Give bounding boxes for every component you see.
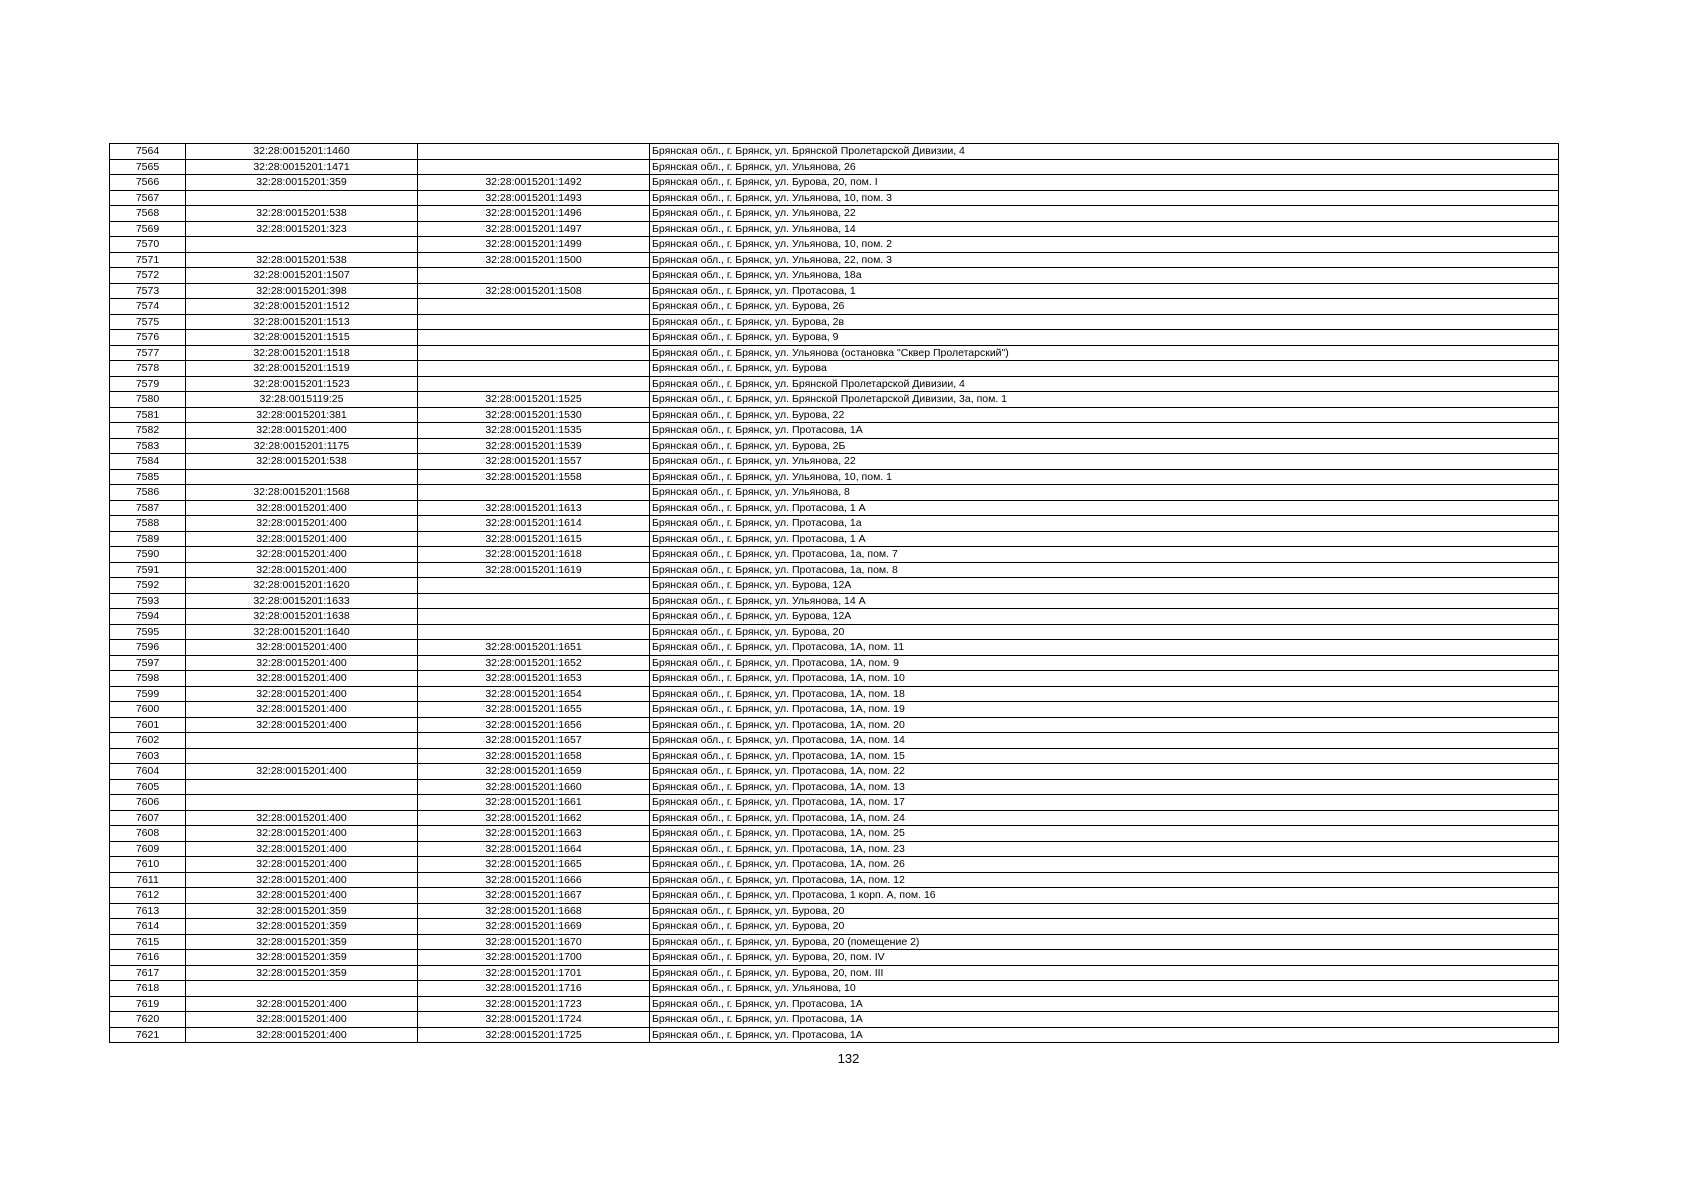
address-cell: Брянская обл., г. Брянск, ул. Бурова, 20, пом. IV — [650, 950, 1559, 966]
address-cell: Брянская обл., г. Брянск, ул. Протасова, 1а, пом. 8 — [650, 562, 1559, 578]
premises-cadastral-number-cell: 32:28:0015201:1652 — [418, 655, 650, 671]
cadastral-number-cell: 32:28:0015201:1515 — [186, 330, 418, 346]
table-row — [110, 1012, 1559, 1028]
premises-cadastral-number-cell: 32:28:0015201:1723 — [418, 996, 650, 1012]
address-cell: Брянская обл., г. Брянск, ул. Ульянова, 22, пом. 3 — [650, 252, 1559, 268]
table-row — [110, 872, 1559, 888]
row-number-cell: 7619 — [110, 996, 186, 1012]
premises-cadastral-number-cell: 32:28:0015201:1558 — [418, 469, 650, 485]
cadastral-number-cell: 32:28:0015201:538 — [186, 252, 418, 268]
cadastral-number-cell: 32:28:0015201:1620 — [186, 578, 418, 594]
cadastral-number-cell: 32:28:0015201:359 — [186, 903, 418, 919]
table-row — [110, 810, 1559, 826]
premises-cadastral-number-cell: 32:28:0015201:1530 — [418, 407, 650, 423]
cadastral-number-cell: 32:28:0015201:359 — [186, 919, 418, 935]
row-number-cell: 7610 — [110, 857, 186, 873]
table-row — [110, 624, 1559, 640]
premises-cadastral-number-cell: 32:28:0015201:1499 — [418, 237, 650, 253]
row-number-cell: 7621 — [110, 1027, 186, 1043]
table-row — [110, 686, 1559, 702]
row-number-cell: 7611 — [110, 872, 186, 888]
cadastral-number-cell — [186, 237, 418, 253]
table-row — [110, 965, 1559, 981]
premises-cadastral-number-cell: 32:28:0015201:1614 — [418, 516, 650, 532]
cadastral-number-cell: 32:28:0015201:1633 — [186, 593, 418, 609]
premises-cadastral-number-cell: 32:28:0015201:1658 — [418, 748, 650, 764]
address-cell: Брянская обл., г. Брянск, ул. Протасова, 1А — [650, 423, 1559, 439]
row-number-cell: 7592 — [110, 578, 186, 594]
row-number-cell: 7577 — [110, 345, 186, 361]
row-number-cell: 7608 — [110, 826, 186, 842]
table-row — [110, 671, 1559, 687]
premises-cadastral-number-cell — [418, 345, 650, 361]
cadastral-number-cell: 32:28:0015201:400 — [186, 640, 418, 656]
address-cell: Брянская обл., г. Брянск, ул. Протасова, 1А, пом. 10 — [650, 671, 1559, 687]
address-cell: Брянская обл., г. Брянск, ул. Бурова — [650, 361, 1559, 377]
table-row — [110, 950, 1559, 966]
cadastral-number-cell: 32:28:0015201:1460 — [186, 144, 418, 160]
cadastral-number-cell: 32:28:0015201:359 — [186, 965, 418, 981]
table-row — [110, 702, 1559, 718]
table-row — [110, 221, 1559, 237]
address-cell: Брянская обл., г. Брянск, ул. Брянской Пролетарской Дивизии, 4 — [650, 144, 1559, 160]
cadastral-number-cell: 32:28:0015201:400 — [186, 888, 418, 904]
cadastral-number-cell: 32:28:0015201:400 — [186, 1012, 418, 1028]
cadastral-number-cell: 32:28:0015201:400 — [186, 686, 418, 702]
premises-cadastral-number-cell: 32:28:0015201:1497 — [418, 221, 650, 237]
table-row — [110, 330, 1559, 346]
cadastral-number-cell: 32:28:0015201:400 — [186, 547, 418, 563]
row-number-cell: 7617 — [110, 965, 186, 981]
table-row — [110, 593, 1559, 609]
table-row — [110, 531, 1559, 547]
cadastral-number-cell: 32:28:0015201:400 — [186, 764, 418, 780]
table-row — [110, 733, 1559, 749]
premises-cadastral-number-cell: 32:28:0015201:1700 — [418, 950, 650, 966]
row-number-cell: 7598 — [110, 671, 186, 687]
address-cell: Брянская обл., г. Брянск, ул. Бурова, 9 — [650, 330, 1559, 346]
cadastral-number-cell: 32:28:0015201:400 — [186, 1027, 418, 1043]
table-row — [110, 237, 1559, 253]
row-number-cell: 7572 — [110, 268, 186, 284]
row-number-cell: 7612 — [110, 888, 186, 904]
premises-cadastral-number-cell: 32:28:0015201:1653 — [418, 671, 650, 687]
row-number-cell: 7606 — [110, 795, 186, 811]
premises-cadastral-number-cell: 32:28:0015201:1557 — [418, 454, 650, 470]
row-number-cell: 7600 — [110, 702, 186, 718]
table-row — [110, 345, 1559, 361]
row-number-cell: 7585 — [110, 469, 186, 485]
premises-cadastral-number-cell: 32:28:0015201:1496 — [418, 206, 650, 222]
premises-cadastral-number-cell: 32:28:0015201:1661 — [418, 795, 650, 811]
row-number-cell: 7599 — [110, 686, 186, 702]
premises-cadastral-number-cell — [418, 376, 650, 392]
cadastral-number-cell: 32:28:0015201:1640 — [186, 624, 418, 640]
row-number-cell: 7580 — [110, 392, 186, 408]
address-cell: Брянская обл., г. Брянск, ул. Протасова, 1а, пом. 7 — [650, 547, 1559, 563]
address-cell: Брянская обл., г. Брянск, ул. Протасова, 1А, пом. 22 — [650, 764, 1559, 780]
row-number-cell: 7607 — [110, 810, 186, 826]
row-number-cell: 7614 — [110, 919, 186, 935]
premises-cadastral-number-cell — [418, 144, 650, 160]
page-number: 132 — [837, 1051, 860, 1066]
premises-cadastral-number-cell — [418, 578, 650, 594]
address-cell: Брянская обл., г. Брянск, ул. Ульянова, 10, пом. 3 — [650, 190, 1559, 206]
table-row — [110, 562, 1559, 578]
row-number-cell: 7575 — [110, 314, 186, 330]
address-cell: Брянская обл., г. Брянск, ул. Протасова, 1 А — [650, 500, 1559, 516]
cadastral-number-cell: 32:28:0015201:1638 — [186, 609, 418, 625]
address-cell: Брянская обл., г. Брянск, ул. Ульянова, 22 — [650, 206, 1559, 222]
table-row — [110, 144, 1559, 160]
row-number-cell: 7616 — [110, 950, 186, 966]
row-number-cell: 7596 — [110, 640, 186, 656]
table-row — [110, 888, 1559, 904]
address-cell: Брянская обл., г. Брянск, ул. Бурова, 2Б — [650, 438, 1559, 454]
row-number-cell: 7574 — [110, 299, 186, 315]
table-row — [110, 438, 1559, 454]
row-number-cell: 7579 — [110, 376, 186, 392]
cadastral-number-cell — [186, 779, 418, 795]
cadastral-number-cell: 32:28:0015201:359 — [186, 950, 418, 966]
cadastral-number-cell: 32:28:0015201:1513 — [186, 314, 418, 330]
row-number-cell: 7576 — [110, 330, 186, 346]
cadastral-number-cell: 32:28:0015201:1512 — [186, 299, 418, 315]
row-number-cell: 7618 — [110, 981, 186, 997]
address-cell: Брянская обл., г. Брянск, ул. Брянской Пролетарской Дивизии, 3а, пом. 1 — [650, 392, 1559, 408]
cadastral-number-cell: 32:28:0015201:1471 — [186, 159, 418, 175]
premises-cadastral-number-cell — [418, 624, 650, 640]
table-row — [110, 175, 1559, 191]
address-cell: Брянская обл., г. Брянск, ул. Протасова, 1А, пом. 18 — [650, 686, 1559, 702]
table-row — [110, 903, 1559, 919]
cadastral-number-cell: 32:28:0015201:400 — [186, 702, 418, 718]
row-number-cell: 7568 — [110, 206, 186, 222]
address-cell: Брянская обл., г. Брянск, ул. Протасова, 1 А — [650, 531, 1559, 547]
table-row — [110, 159, 1559, 175]
row-number-cell: 7582 — [110, 423, 186, 439]
table-row — [110, 469, 1559, 485]
table-row — [110, 764, 1559, 780]
premises-cadastral-number-cell: 32:28:0015201:1492 — [418, 175, 650, 191]
premises-cadastral-number-cell: 32:28:0015201:1500 — [418, 252, 650, 268]
address-cell: Брянская обл., г. Брянск, ул. Ульянова, 10, пом. 2 — [650, 237, 1559, 253]
address-cell: Брянская обл., г. Брянск, ул. Бурова, 20, пом. I — [650, 175, 1559, 191]
cadastral-number-cell: 32:28:0015201:359 — [186, 934, 418, 950]
address-cell: Брянская обл., г. Брянск, ул. Бурова, 20 — [650, 624, 1559, 640]
address-cell: Брянская обл., г. Брянск, ул. Протасова, 1А, пом. 25 — [650, 826, 1559, 842]
cadastral-number-cell: 32:28:0015119:25 — [186, 392, 418, 408]
table-row — [110, 299, 1559, 315]
premises-cadastral-number-cell: 32:28:0015201:1664 — [418, 841, 650, 857]
registry-table-body — [110, 144, 1559, 1043]
address-cell: Брянская обл., г. Брянск, ул. Протасова, 1А, пом. 19 — [650, 702, 1559, 718]
address-cell: Брянская обл., г. Брянск, ул. Брянской Пролетарской Дивизии, 4 — [650, 376, 1559, 392]
cadastral-number-cell: 32:28:0015201:400 — [186, 516, 418, 532]
row-number-cell: 7613 — [110, 903, 186, 919]
address-cell: Брянская обл., г. Брянск, ул. Ульянова, 22 — [650, 454, 1559, 470]
address-cell: Брянская обл., г. Брянск, ул. Бурова, 22 — [650, 407, 1559, 423]
premises-cadastral-number-cell: 32:28:0015201:1663 — [418, 826, 650, 842]
table-row — [110, 841, 1559, 857]
cadastral-number-cell: 32:28:0015201:359 — [186, 175, 418, 191]
cadastral-number-cell: 32:28:0015201:1518 — [186, 345, 418, 361]
cadastral-number-cell: 32:28:0015201:400 — [186, 826, 418, 842]
table-row — [110, 748, 1559, 764]
premises-cadastral-number-cell: 32:28:0015201:1618 — [418, 547, 650, 563]
row-number-cell: 7583 — [110, 438, 186, 454]
cadastral-number-cell — [186, 733, 418, 749]
cadastral-number-cell: 32:28:0015201:381 — [186, 407, 418, 423]
premises-cadastral-number-cell: 32:28:0015201:1535 — [418, 423, 650, 439]
table-row — [110, 609, 1559, 625]
table-row — [110, 361, 1559, 377]
row-number-cell: 7588 — [110, 516, 186, 532]
table-row — [110, 190, 1559, 206]
premises-cadastral-number-cell: 32:28:0015201:1659 — [418, 764, 650, 780]
address-cell: Брянская обл., г. Брянск, ул. Протасова, 1А, пом. 15 — [650, 748, 1559, 764]
table-row — [110, 283, 1559, 299]
table-row — [110, 1027, 1559, 1043]
address-cell: Брянская обл., г. Брянск, ул. Бурова, 20 (помещение 2) — [650, 934, 1559, 950]
premises-cadastral-number-cell: 32:28:0015201:1666 — [418, 872, 650, 888]
address-cell: Брянская обл., г. Брянск, ул. Протасова, 1А, пом. 20 — [650, 717, 1559, 733]
address-cell: Брянская обл., г. Брянск, ул. Бурова, 2в — [650, 314, 1559, 330]
row-number-cell: 7605 — [110, 779, 186, 795]
table-row — [110, 392, 1559, 408]
table-row — [110, 407, 1559, 423]
cadastral-number-cell: 32:28:0015201:538 — [186, 454, 418, 470]
address-cell: Брянская обл., г. Брянск, ул. Ульянова (остановка "Сквер Пролетарский") — [650, 345, 1559, 361]
table-row — [110, 795, 1559, 811]
premises-cadastral-number-cell: 32:28:0015201:1539 — [418, 438, 650, 454]
table-row — [110, 996, 1559, 1012]
address-cell: Брянская обл., г. Брянск, ул. Протасова, 1А — [650, 996, 1559, 1012]
cadastral-number-cell — [186, 190, 418, 206]
address-cell: Брянская обл., г. Брянск, ул. Бурова, 26 — [650, 299, 1559, 315]
row-number-cell: 7570 — [110, 237, 186, 253]
address-cell: Брянская обл., г. Брянск, ул. Протасова, 1А, пом. 14 — [650, 733, 1559, 749]
address-cell: Брянская обл., г. Брянск, ул. Ульянова, 10, пом. 1 — [650, 469, 1559, 485]
row-number-cell: 7615 — [110, 934, 186, 950]
address-cell: Брянская обл., г. Брянск, ул. Ульянова, 26 — [650, 159, 1559, 175]
table-row — [110, 578, 1559, 594]
premises-cadastral-number-cell: 32:28:0015201:1613 — [418, 500, 650, 516]
address-cell: Брянская обл., г. Брянск, ул. Бурова, 20, пом. III — [650, 965, 1559, 981]
premises-cadastral-number-cell — [418, 609, 650, 625]
premises-cadastral-number-cell: 32:28:0015201:1667 — [418, 888, 650, 904]
cadastral-number-cell: 32:28:0015201:1175 — [186, 438, 418, 454]
premises-cadastral-number-cell — [418, 485, 650, 501]
premises-cadastral-number-cell — [418, 361, 650, 377]
row-number-cell: 7602 — [110, 733, 186, 749]
premises-cadastral-number-cell: 32:28:0015201:1668 — [418, 903, 650, 919]
table-row — [110, 268, 1559, 284]
premises-cadastral-number-cell: 32:28:0015201:1654 — [418, 686, 650, 702]
address-cell: Брянская обл., г. Брянск, ул. Протасова, 1А — [650, 1027, 1559, 1043]
cadastral-number-cell: 32:28:0015201:1523 — [186, 376, 418, 392]
table-row — [110, 376, 1559, 392]
cadastral-number-cell — [186, 795, 418, 811]
premises-cadastral-number-cell: 32:28:0015201:1725 — [418, 1027, 650, 1043]
cadastral-number-cell: 32:28:0015201:400 — [186, 717, 418, 733]
cadastral-number-cell: 32:28:0015201:400 — [186, 857, 418, 873]
premises-cadastral-number-cell: 32:28:0015201:1656 — [418, 717, 650, 733]
row-number-cell: 7594 — [110, 609, 186, 625]
cadastral-number-cell: 32:28:0015201:1519 — [186, 361, 418, 377]
row-number-cell: 7569 — [110, 221, 186, 237]
premises-cadastral-number-cell: 32:28:0015201:1655 — [418, 702, 650, 718]
cadastral-number-cell: 32:28:0015201:538 — [186, 206, 418, 222]
address-cell: Брянская обл., г. Брянск, ул. Ульянова, 10 — [650, 981, 1559, 997]
premises-cadastral-number-cell — [418, 314, 650, 330]
premises-cadastral-number-cell: 32:28:0015201:1662 — [418, 810, 650, 826]
table-row — [110, 919, 1559, 935]
premises-cadastral-number-cell — [418, 268, 650, 284]
cadastral-number-cell — [186, 981, 418, 997]
cadastral-number-cell: 32:28:0015201:1507 — [186, 268, 418, 284]
address-cell: Брянская обл., г. Брянск, ул. Протасова, 1А, пом. 24 — [650, 810, 1559, 826]
address-cell: Брянская обл., г. Брянск, ул. Протасова, 1а — [650, 516, 1559, 532]
premises-cadastral-number-cell: 32:28:0015201:1615 — [418, 531, 650, 547]
table-row — [110, 779, 1559, 795]
row-number-cell: 7573 — [110, 283, 186, 299]
cadastral-number-cell: 32:28:0015201:400 — [186, 872, 418, 888]
cadastral-number-cell: 32:28:0015201:400 — [186, 531, 418, 547]
cadastral-number-cell: 32:28:0015201:323 — [186, 221, 418, 237]
cadastral-number-cell: 32:28:0015201:400 — [186, 655, 418, 671]
row-number-cell: 7603 — [110, 748, 186, 764]
cadastral-number-cell: 32:28:0015201:400 — [186, 423, 418, 439]
row-number-cell: 7601 — [110, 717, 186, 733]
row-number-cell: 7566 — [110, 175, 186, 191]
cadastral-number-cell — [186, 748, 418, 764]
premises-cadastral-number-cell — [418, 330, 650, 346]
premises-cadastral-number-cell — [418, 159, 650, 175]
table-row — [110, 640, 1559, 656]
row-number-cell: 7591 — [110, 562, 186, 578]
premises-cadastral-number-cell: 32:28:0015201:1619 — [418, 562, 650, 578]
address-cell: Брянская обл., г. Брянск, ул. Бурова, 20 — [650, 903, 1559, 919]
cadastral-number-cell: 32:28:0015201:400 — [186, 500, 418, 516]
address-cell: Брянская обл., г. Брянск, ул. Протасова, 1А — [650, 1012, 1559, 1028]
table-row — [110, 252, 1559, 268]
address-cell: Брянская обл., г. Брянск, ул. Ульянова, 14 — [650, 221, 1559, 237]
cadastral-number-cell — [186, 469, 418, 485]
address-cell: Брянская обл., г. Брянск, ул. Протасова, 1А, пом. 26 — [650, 857, 1559, 873]
cadastral-number-cell: 32:28:0015201:400 — [186, 996, 418, 1012]
premises-cadastral-number-cell: 32:28:0015201:1657 — [418, 733, 650, 749]
cadastral-number-cell: 32:28:0015201:400 — [186, 810, 418, 826]
row-number-cell: 7571 — [110, 252, 186, 268]
table-row — [110, 500, 1559, 516]
address-cell: Брянская обл., г. Брянск, ул. Бурова, 12А — [650, 578, 1559, 594]
address-cell: Брянская обл., г. Брянск, ул. Бурова, 20 — [650, 919, 1559, 935]
premises-cadastral-number-cell: 32:28:0015201:1716 — [418, 981, 650, 997]
premises-cadastral-number-cell: 32:28:0015201:1493 — [418, 190, 650, 206]
address-cell: Брянская обл., г. Брянск, ул. Протасова, 1А, пом. 23 — [650, 841, 1559, 857]
cadastral-number-cell: 32:28:0015201:398 — [186, 283, 418, 299]
table-row — [110, 516, 1559, 532]
row-number-cell: 7609 — [110, 841, 186, 857]
row-number-cell: 7590 — [110, 547, 186, 563]
table-row — [110, 314, 1559, 330]
address-cell: Брянская обл., г. Брянск, ул. Протасова, 1 — [650, 283, 1559, 299]
premises-cadastral-number-cell: 32:28:0015201:1651 — [418, 640, 650, 656]
row-number-cell: 7581 — [110, 407, 186, 423]
cadastral-number-cell: 32:28:0015201:400 — [186, 562, 418, 578]
row-number-cell: 7565 — [110, 159, 186, 175]
premises-cadastral-number-cell — [418, 299, 650, 315]
row-number-cell: 7604 — [110, 764, 186, 780]
address-cell: Брянская обл., г. Брянск, ул. Ульянова, 8 — [650, 485, 1559, 501]
address-cell: Брянская обл., г. Брянск, ул. Бурова, 12А — [650, 609, 1559, 625]
row-number-cell: 7586 — [110, 485, 186, 501]
table-row — [110, 857, 1559, 873]
row-number-cell: 7620 — [110, 1012, 186, 1028]
cadastral-number-cell: 32:28:0015201:400 — [186, 841, 418, 857]
premises-cadastral-number-cell — [418, 593, 650, 609]
row-number-cell: 7593 — [110, 593, 186, 609]
premises-cadastral-number-cell: 32:28:0015201:1669 — [418, 919, 650, 935]
premises-cadastral-number-cell: 32:28:0015201:1701 — [418, 965, 650, 981]
table-row — [110, 206, 1559, 222]
row-number-cell: 7597 — [110, 655, 186, 671]
row-number-cell: 7578 — [110, 361, 186, 377]
table-row — [110, 934, 1559, 950]
row-number-cell: 7567 — [110, 190, 186, 206]
row-number-cell: 7595 — [110, 624, 186, 640]
registry-table — [109, 143, 1559, 1043]
premises-cadastral-number-cell: 32:28:0015201:1508 — [418, 283, 650, 299]
address-cell: Брянская обл., г. Брянск, ул. Протасова, 1А, пом. 9 — [650, 655, 1559, 671]
table-row — [110, 717, 1559, 733]
table-row — [110, 547, 1559, 563]
row-number-cell: 7584 — [110, 454, 186, 470]
table-row — [110, 655, 1559, 671]
premises-cadastral-number-cell: 32:28:0015201:1670 — [418, 934, 650, 950]
address-cell: Брянская обл., г. Брянск, ул. Протасова, 1 корп. А, пом. 16 — [650, 888, 1559, 904]
cadastral-number-cell: 32:28:0015201:400 — [186, 671, 418, 687]
table-row — [110, 423, 1559, 439]
row-number-cell: 7589 — [110, 531, 186, 547]
table-row — [110, 485, 1559, 501]
table-row — [110, 981, 1559, 997]
premises-cadastral-number-cell: 32:28:0015201:1665 — [418, 857, 650, 873]
table-row — [110, 826, 1559, 842]
address-cell: Брянская обл., г. Брянск, ул. Протасова, 1А, пом. 13 — [650, 779, 1559, 795]
premises-cadastral-number-cell: 32:28:0015201:1660 — [418, 779, 650, 795]
premises-cadastral-number-cell: 32:28:0015201:1724 — [418, 1012, 650, 1028]
address-cell: Брянская обл., г. Брянск, ул. Протасова, 1А, пом. 17 — [650, 795, 1559, 811]
address-cell: Брянская обл., г. Брянск, ул. Ульянова, 14 А — [650, 593, 1559, 609]
premises-cadastral-number-cell: 32:28:0015201:1525 — [418, 392, 650, 408]
row-number-cell: 7587 — [110, 500, 186, 516]
address-cell: Брянская обл., г. Брянск, ул. Ульянова, 18а — [650, 268, 1559, 284]
row-number-cell: 7564 — [110, 144, 186, 160]
address-cell: Брянская обл., г. Брянск, ул. Протасова, 1А, пом. 11 — [650, 640, 1559, 656]
cadastral-number-cell: 32:28:0015201:1568 — [186, 485, 418, 501]
address-cell: Брянская обл., г. Брянск, ул. Протасова, 1А, пом. 12 — [650, 872, 1559, 888]
table-row — [110, 454, 1559, 470]
